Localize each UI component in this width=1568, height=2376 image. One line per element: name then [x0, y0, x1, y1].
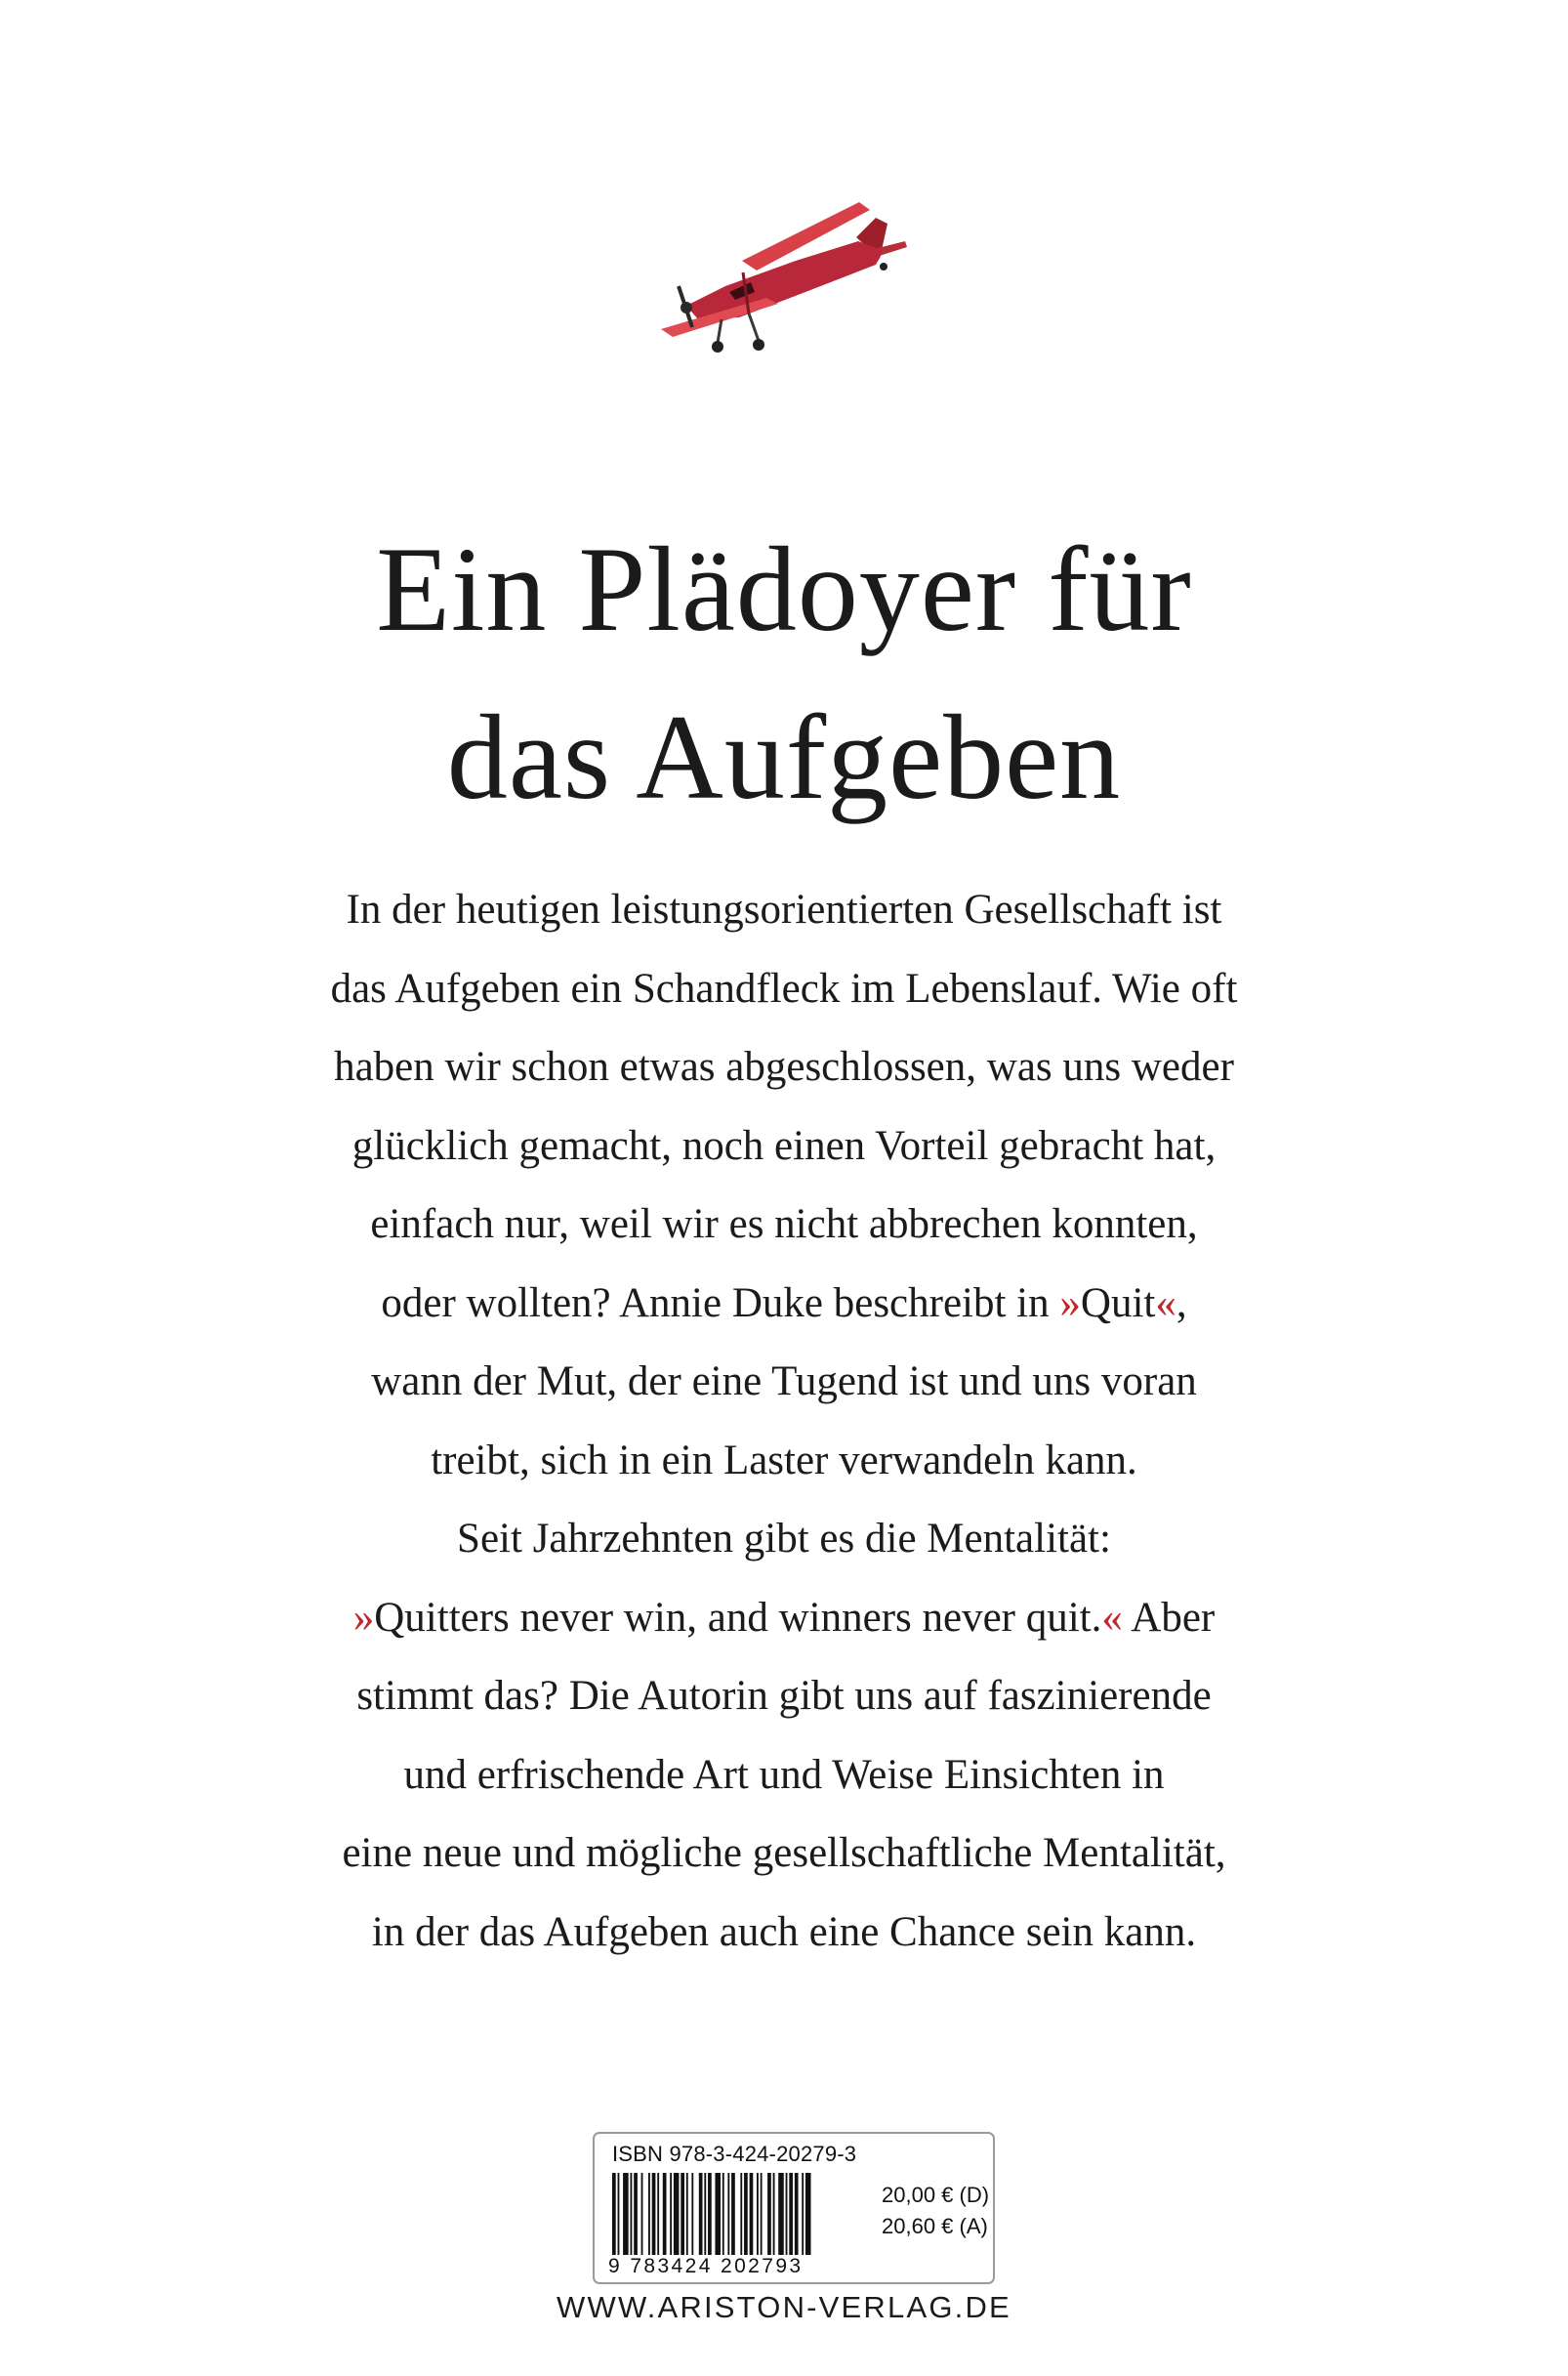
barcode-bar: [805, 2173, 811, 2257]
blurb-line: treibt, sich in ein Laster verwandeln kann.: [431, 1437, 1137, 1483]
barcode-bar: [773, 2173, 775, 2257]
blurb-line: stimmt das? Die Autorin gibt uns auf faszinierende: [356, 1673, 1212, 1719]
publisher-website: WWW.ARISTON-VERLAG.DE: [557, 2290, 1011, 2324]
barcode-bar: [795, 2173, 799, 2257]
blurb-line: Seit Jahrzehnten gibt es die Mentalität:: [457, 1516, 1111, 1562]
book-title: Quit: [1080, 1279, 1156, 1326]
biplane-body: [661, 202, 907, 353]
barcode-bar: [722, 2173, 724, 2257]
barcode-bar: [802, 2173, 804, 2257]
barcode-bar: [699, 2173, 703, 2257]
quote-close-mark: «: [1101, 1594, 1123, 1641]
blurb-line: eine neue und mögliche gesellschaftliche Mentalität,: [342, 1830, 1226, 1876]
barcode-bar: [634, 2173, 638, 2257]
quote-open-mark: »: [352, 1594, 375, 1641]
barcode-bar: [657, 2173, 659, 2257]
blurb-line-with-title: [0, 1265, 1568, 1344]
barcode-bar: [612, 2173, 616, 2257]
barcode-bar: [789, 2173, 793, 2257]
price-austria: 20,60 € (A): [882, 2214, 988, 2238]
blurb-line: das Aufgeben ein Schandfleck im Lebenslauf. Wie oft: [330, 965, 1238, 1012]
barcode-bar: [761, 2173, 763, 2257]
barcode-bar: [731, 2173, 735, 2257]
barcode-bar: [652, 2173, 656, 2257]
barcode-bar: [786, 2173, 788, 2257]
blurb-line-10-post: Aber: [1122, 1594, 1216, 1641]
barcode-bar: [631, 2173, 633, 2257]
headline-line-1: Ein Plädoyer für: [376, 522, 1192, 656]
blurb-line-6-post: ,: [1176, 1279, 1187, 1326]
barcode-icon: [612, 2173, 868, 2257]
blurb-line: haben wir schon etwas abgeschlossen, was uns weder: [334, 1044, 1234, 1090]
blurb-line: in der das Aufgeben auch eine Chance sein kann.: [371, 1908, 1197, 1955]
blurb-line: In der heutigen leistungsorientierten Gesellschaft ist: [346, 887, 1222, 933]
barcode-bar: [757, 2173, 759, 2257]
barcode-bar: [681, 2173, 684, 2257]
barcode-bar: [641, 2173, 643, 2257]
barcode-bar: [715, 2173, 721, 2257]
blurb-line: und erfrischende Art und Weise Einsichten in: [403, 1751, 1165, 1798]
blurb-line: glücklich gemacht, noch einen Vorteil gebracht hat,: [351, 1122, 1217, 1169]
quote-open-mark: »: [1059, 1279, 1081, 1326]
barcode-bar: [750, 2173, 754, 2257]
blurb-line: wann der Mut, der eine Tugend ist und uns voran: [371, 1358, 1197, 1404]
barcode-bar: [686, 2173, 688, 2257]
quote-text: Quitters never win, and winners never quit.: [374, 1594, 1102, 1641]
barcode-bar: [691, 2173, 693, 2257]
barcode-bar: [623, 2173, 629, 2257]
quote-close-mark: «: [1155, 1279, 1176, 1326]
barcode-bar: [708, 2173, 712, 2257]
blurb-line: einfach nur, weil wir es nicht abbrechen konnten,: [370, 1201, 1198, 1247]
barcode-bar: [727, 2173, 729, 2257]
barcode-bar: [704, 2173, 706, 2257]
barcode-bar: [663, 2173, 667, 2257]
barcode-bar: [767, 2173, 771, 2257]
barcode-bar: [778, 2173, 784, 2257]
barcode-bar: [674, 2173, 680, 2257]
barcode-bar: [740, 2173, 742, 2257]
blurb-line-with-quote: [0, 1579, 1568, 1658]
blurb-line-6-pre: oder wollten? Annie Duke beschreibt in: [381, 1279, 1060, 1326]
headline-line-2: das Aufgeben: [446, 690, 1122, 824]
headline: [0, 506, 1568, 842]
price-germany: 20,00 € (D): [882, 2183, 990, 2207]
barcode-digits: 9 783424 202793: [608, 2255, 870, 2278]
isbn-number: ISBN 978-3-424-20279-3: [612, 2142, 857, 2166]
blurb-text: [0, 871, 1568, 1972]
barcode-bar: [744, 2173, 748, 2257]
red-biplane-illustration: [649, 190, 913, 361]
barcode-bar: [648, 2173, 650, 2257]
barcode-label: [593, 2132, 995, 2284]
barcode-bar: [618, 2173, 620, 2257]
barcode-bar: [670, 2173, 672, 2257]
